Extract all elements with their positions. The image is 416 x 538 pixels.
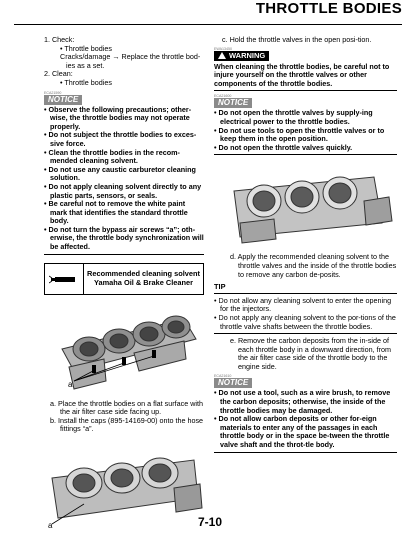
code-label: ECA21610 [214, 374, 232, 379]
notice-item: • Do not open the throttle valves by supply-ing electrical power to the throttle bodies. [214, 108, 373, 126]
notice-item: • Do not use a tool, such as a wire brush, to remove the carbon deposits; otherwise, the inside of the throttle bodies may be damaged. [214, 388, 391, 415]
notice-item: • Be careful not to remove the white paint mark that identifies the standard throttle body. [44, 199, 188, 226]
notice-item: • Observe the following precautions; other-wise, the throttle bodies may not operate properly. [44, 104, 192, 131]
step-2: 2. Clean: [44, 69, 73, 79]
notice-list [214, 389, 397, 449]
tip-list [214, 297, 397, 331]
notice-item: • Do not use any caustic carburetor cleaning solution. [44, 164, 196, 183]
throttle-bodies-photo-1 [44, 301, 204, 396]
warning-triangle-icon [218, 52, 226, 59]
step-b: b. Install the caps (895-14169-00) onto the hose fittings “a”. [50, 415, 204, 434]
step-1: 1. Check: [44, 35, 75, 44]
notice-item: • Do not open the throttle valves quickly. [214, 142, 353, 152]
solvent-spray-icon [45, 264, 84, 294]
step-d: d. Apply the recommended cleaning solvent to the throttle valves and the inside of the throttle bodies to remove any carbon de-posits. [230, 252, 397, 279]
tip-item: • Do not apply any cleaning solvent to the por-tions of the throttle valve shafts between the throttle bodies. [214, 312, 396, 331]
notice-list [44, 106, 204, 252]
notice-badge: NOTICE [214, 378, 252, 388]
warning-bar [214, 51, 397, 61]
tip-label: TIP [214, 282, 226, 292]
warning-text: When cleaning the throttle bodies, be careful not to injure yourself on the throttle valves or other components of the throttle bodies. [214, 61, 390, 88]
page-title: THROTTLE BODIES [255, 0, 402, 17]
tip-item: • Do not allow any cleaning solvent to enter the opening for the injectors. [214, 295, 392, 314]
warning-end-rule [214, 90, 397, 91]
step-e: e. Remove the carbon deposits from the in-side of each throttle body in a downward direction, from the air filter case side of the throttle body to the engine side. [230, 336, 392, 371]
notice-end-rule [214, 154, 397, 155]
photo-2-label-a: a [48, 521, 53, 531]
warning-code: EWA13450 [214, 46, 233, 51]
notice-end-rule [44, 254, 204, 255]
right-column [214, 36, 397, 456]
code-label: ECA21600 [214, 94, 232, 99]
step-c: c. Hold the throttle valves in the open posi-tion. [222, 35, 372, 44]
notice-item: • Do not apply cleaning solvent directly to any plastic parts, sensors, or seals. [44, 181, 202, 200]
notice-item: • Do not use tools to open the throttle valves or to keep them in the open position. [214, 125, 385, 144]
notice-item: • Do not subject the throttle bodies to exces-sive force. [44, 130, 197, 148]
left-column [44, 36, 204, 530]
notice-badge: NOTICE [44, 95, 82, 105]
placement-steps [44, 400, 204, 434]
warning-badge: WARNING [214, 51, 269, 61]
step-1-detail-cont: ies as a set. [66, 60, 105, 70]
step-1-item: • Throttle bodies [60, 43, 112, 53]
tip-rule [214, 293, 397, 294]
notice-badge: NOTICE [214, 98, 252, 108]
header-rule [14, 24, 402, 25]
code-label: ECA21590 [44, 90, 62, 95]
step-1-detail: Cracks/damage → Replace the throttle bod- [60, 52, 201, 62]
photo-1-label-a: a [68, 379, 73, 389]
check-clean-steps [44, 36, 204, 88]
throttle-bodies-photo-2 [44, 438, 204, 530]
step-2-item: • Throttle bodies [60, 77, 112, 87]
notice-end-rule [214, 452, 397, 453]
throttle-valves-photo [214, 161, 397, 249]
notice-item: • Do not allow carbon deposits or other for-eign materials to enter any of the passages in each throttle body or in the space be-tween the throttle valve shaft and the throt-tle body. [214, 414, 390, 450]
notice-item: • Do not turn the bypass air screws “a”; oth-erwise, the throttle body synchronization will be affected. [44, 224, 204, 252]
recommended-solvent-box [44, 263, 204, 295]
tip-end-rule [214, 333, 397, 334]
notice-list [214, 109, 397, 152]
recommended-title: Recommended cleaning solvent [87, 268, 200, 278]
notice-item: • Clean the throttle bodies in the recom-mended cleaning solvent. [44, 147, 180, 166]
recommended-value: Yamaha Oil & Brake Cleaner [93, 277, 193, 287]
step-a: a. Place the throttle bodies on a flat surface with the air filter case side facing up. [50, 398, 204, 417]
page-number: 7-10 [198, 515, 223, 529]
